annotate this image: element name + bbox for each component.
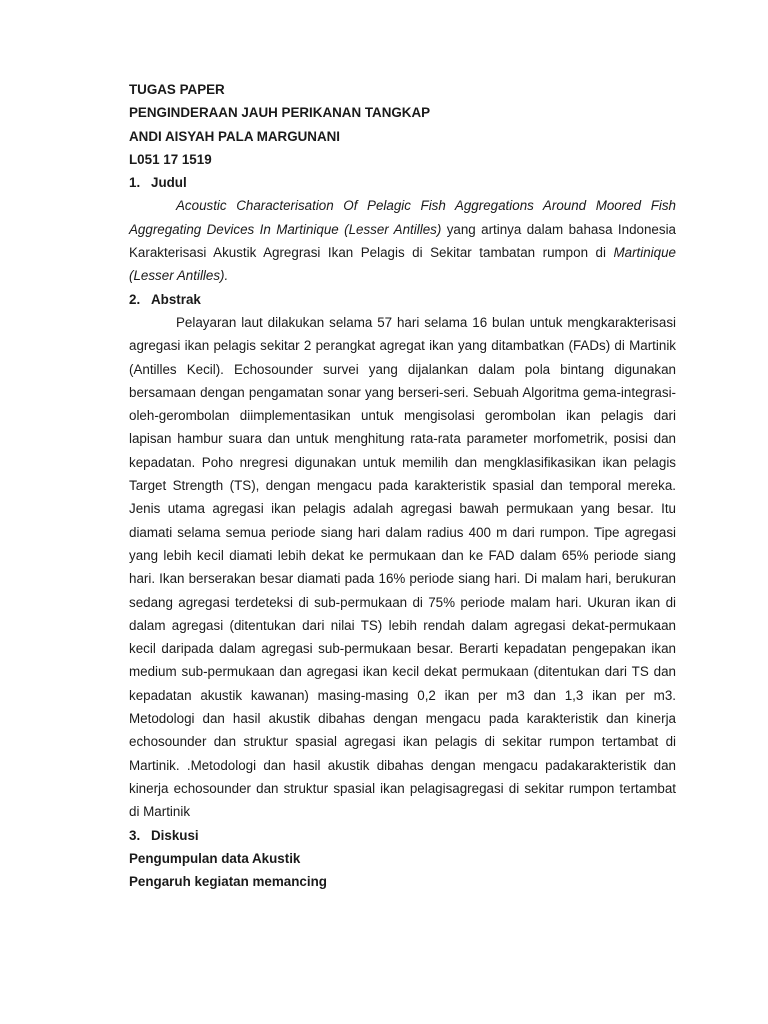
course-title: PENGINDERAAN JAUH PERIKANAN TANGKAP [129,105,431,121]
section-heading-judul [129,171,676,194]
section-title: Diskusi [151,827,199,843]
author-name: ANDI AISYAH PALA MARGUNANI [129,128,341,144]
section-number: 3. [129,827,141,843]
section-heading-diskusi [129,824,676,847]
section-title: Abstrak [151,291,201,307]
judul-paragraph [129,194,676,287]
title-connector: yang artinya dalam bahasa Indonesia Karakterisasi Akustik Agregrasi Ikan Pelagis di Sekitar tambatan rumpon di [129,221,676,261]
subheading-kegiatan-memancing: Pengaruh kegiatan memancing [129,874,327,890]
section-number: 1. [129,175,141,191]
subheading-data-akustik: Pengumpulan data Akustik [129,850,301,866]
english-title: Acoustic Characterisation Of Pelagic Fish Aggregations Around Moored Fish Aggregating Devices In Martinique (Lesser Antilles) [129,198,676,237]
section-number: 2. [129,291,141,307]
paper-type-heading: TUGAS PAPER [129,82,225,97]
title-place: Martinique (Lesser Antilles). [129,245,676,284]
abstract-paragraph: Pelayaran laut dilakukan selama 57 hari selama 16 bulan untuk mengkarakterisasi agregasi ikan pelagis sekitar 2 perangkat agregat ikan yang ditambatkan (FADs) di Martinik (Antilles Kecil). Echosounder survei yang dijalankan dalam pola bintang digunakan bersamaan dengan pengamatan sonar yang berseri-seri. Sebuah Algoritma gema-integrasi-oleh-gerombolan diimplementasikan untuk mengisolasi gerombolan ikan pelagis dari lapisan hambur suara dan untuk menghitung rata-rata parameter morfometrik, posisi dan kepadatan. Poho nregresi digunakan untuk memilih dan mengklasifikasikan ikan pelagis Target Strength (TS), dengan mengacu pada karakteristik spasial dan temporal mereka. Jenis utama agregasi ikan pelagis adalah agregasi bawah permukaan yang besar. Itu diamati selama semua periode siang hari dalam radius 400 m dari rumpon. Tipe agregasi yang lebih kecil diamati lebih dekat ke permukaan dan ke FAD dalam 65% periode siang hari. Ikan berserakan besar diamati pada 16% periode siang hari. Di malam hari, berukuran sedang agregasi terdeteksi di sub-permukaan di 75% periode malam hari. Ukuran ikan di dalam agregasi (ditentukan dari nilai TS) lebih rendah dalam agregasi dekat-permukaan kecil daripada dalam agregasi sub-permukaan besar. Berarti kepadatan pengepakan ikan medium sub-permukaan dan agregasi ikan kecil dekat permukaan (ditentukan dari TS dan kepadatan akustik kawanan) masing-masing 0,2 ikan per m3 dan 1,3 ikan per m3. Metodologi dan hasil akustik dibahas dengan mengacu pada karakteristik dan kinerja echosounder dan struktur spasial agregasi ikan pelagis di sekitar rumpon tertambat di Martinik. .Metodologi dan hasil akustik dibahas dengan mengacu padakarakteristik dan kinerja echosounder dan struktur spasial ikan pelagisagregasi di sekitar rumpon tertambat di Martinik [129,314,676,820]
document-page [129,78,676,893]
section-title: Judul [151,175,187,191]
section-heading-abstrak [129,288,676,311]
student-id: L051 17 1519 [129,151,212,167]
